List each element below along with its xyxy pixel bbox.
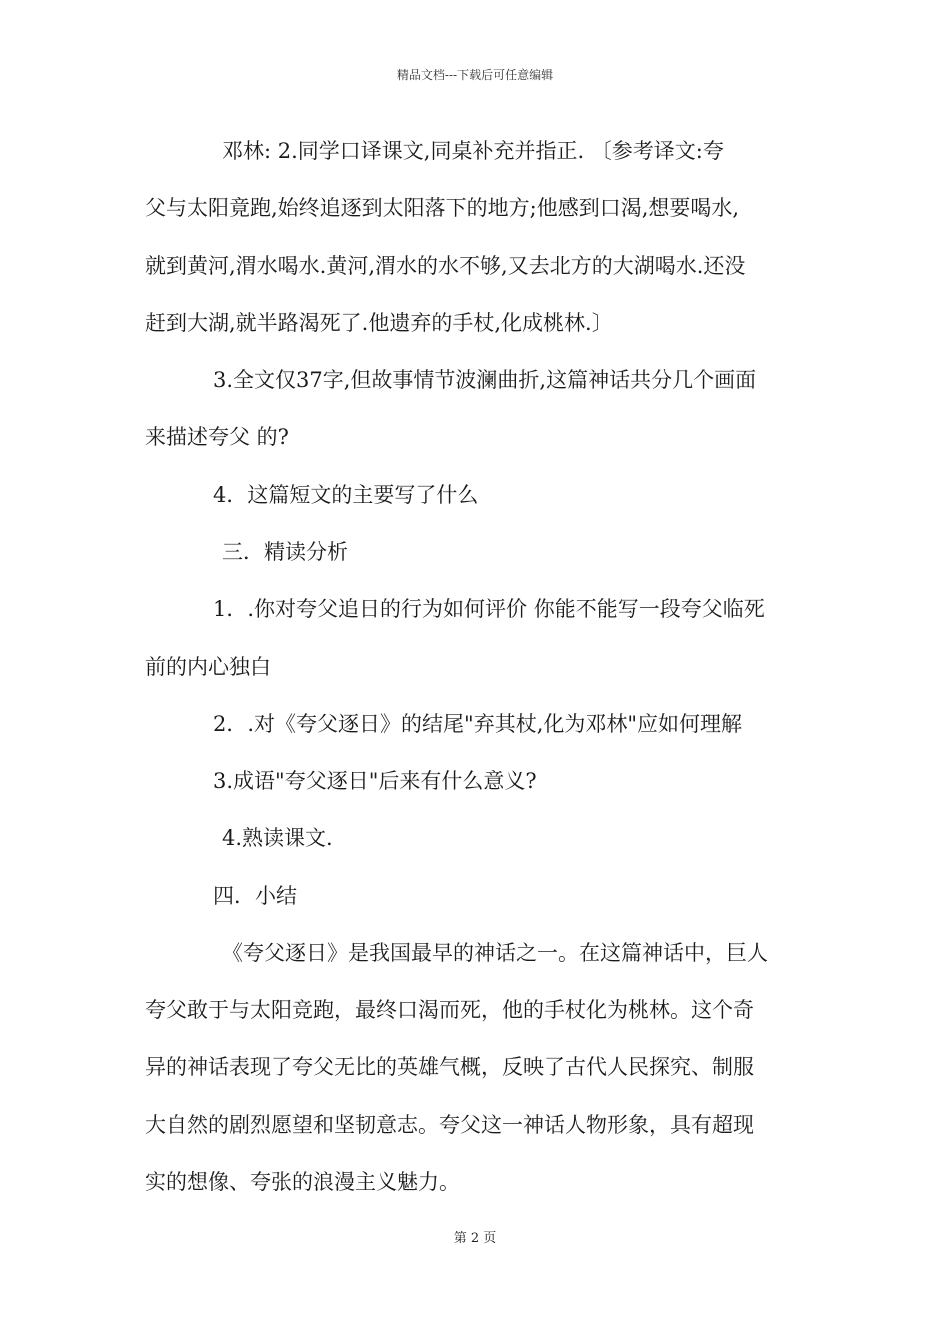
body-line-7: 4．这篇短文的主要写了什么 (213, 483, 479, 507)
page-number: 第 2 页 (453, 1231, 497, 1246)
body-line-2: 父与太阳竟跑,始终追逐到太阳落下的地方;他感到口渴,想要喝水, (145, 196, 740, 220)
section-heading-4: 四．小结 (213, 884, 297, 908)
body-line-13: 4.熟读课文. (222, 826, 333, 850)
body-line-19: 实的想像、夸张的浪漫主义魅力。 (145, 1170, 460, 1194)
page-header: 精品文档---下载后可任意编辑 (396, 68, 554, 82)
body-line-1: 邓林: 2.同学口译课文,同桌补充并指正. 〔参考译文:夸 (222, 139, 724, 163)
body-line-16: 夸父敢于与太阳竞跑，最终口渴而死，他的手杖化为桃林。这个奇 (145, 998, 754, 1022)
body-line-4: 赶到大湖,就半路渴死了.他遗弃的手杖,化成桃林.〕 (145, 311, 613, 335)
body-line-18: 大自然的剧烈愿望和坚韧意志。夸父这一神话人物形象，具有超现 (145, 1113, 754, 1137)
body-line-5: 3.全文仅37字,但故事情节波澜曲折,这篇神话共分几个画面 (213, 368, 757, 392)
body-line-17: 异的神话表现了夸父无比的英雄气概，反映了古代人民探究、制服 (145, 1055, 754, 1079)
section-heading-3: 三．精读分析 (222, 540, 348, 564)
body-line-10: 前的内心独白 (145, 655, 271, 679)
body-line-9: 1．.你对夸父追日的行为如何评价 你能不能写一段夸父临死 (213, 597, 765, 621)
body-line-11: 2．.对《夸父逐日》的结尾"弃其杖,化为邓林"应如何理解 (213, 712, 743, 736)
body-line-15: 《夸父逐日》是我国最早的神话之一。在这篇神话中，巨人 (222, 941, 768, 965)
body-line-3: 就到黄河,渭水喝水.黄河,渭水的水不够,又去北方的大湖喝水.还没 (145, 254, 746, 278)
body-line-6: 来描述夸父 的? (145, 425, 289, 449)
body-line-12: 3.成语"夸父逐日"后来有什么意义? (213, 769, 537, 793)
